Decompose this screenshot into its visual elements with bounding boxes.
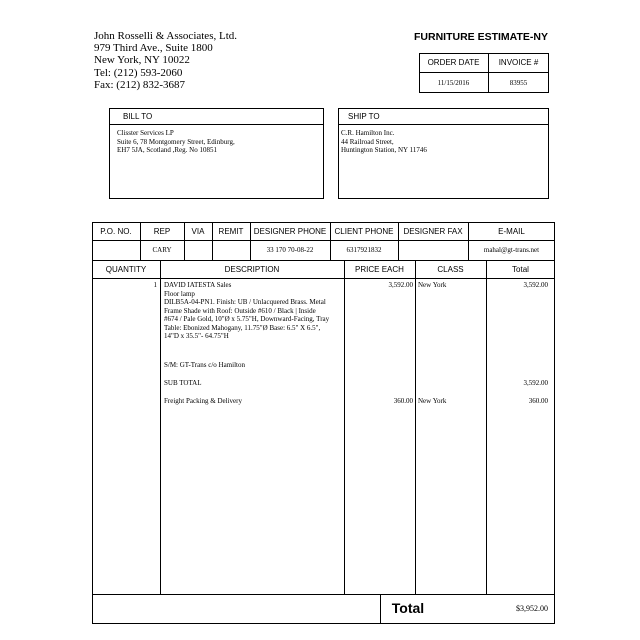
client-phone-header: CLIENT PHONE — [334, 227, 394, 236]
ship-to-address — [341, 129, 427, 155]
invoice-label: INVOICE # — [498, 58, 539, 67]
subtotal-value: 3,592.00 — [523, 379, 548, 387]
item-description-line4: Frame Shade with Roof: Outside #610 / Black | Inside — [164, 306, 316, 315]
bill-to-address — [117, 129, 235, 155]
freight-class: New York — [418, 397, 447, 405]
ship-to-label: SHIP TO — [348, 112, 380, 121]
ship-to-line3: Huntington Station, NY 11746 — [341, 146, 427, 154]
class-header: CLASS — [437, 265, 464, 274]
company-address-block — [94, 30, 237, 91]
company-address-line2: New York, NY 10022 — [94, 54, 190, 67]
order-date-label: ORDER DATE — [427, 58, 480, 67]
item-class: New York — [418, 281, 447, 289]
bill-to-label: BILL TO — [123, 112, 153, 121]
item-description-line5: #674 / Pale Gold, 10"Ø x 5.75"H, Downward-Facing, Tray — [164, 315, 330, 323]
grand-total-value: $3,952.00 — [516, 604, 548, 613]
item-description-line2: Floor lamp — [164, 289, 195, 298]
email-header: E-MAIL — [498, 227, 525, 236]
grand-total-label: Total — [391, 600, 425, 616]
bill-to-line2: Suite 6, 78 Montgomery Street, Edinburg, — [117, 137, 235, 146]
item-description — [164, 281, 344, 341]
item-description-line7: 14"D x 35.5"- 64.75"H — [164, 332, 229, 340]
ship-to-line1: C.R. Hamilton Inc. — [341, 129, 395, 137]
po-number-header: P.O. NO. — [100, 227, 132, 236]
company-fax: Fax: (212) 832-3687 — [94, 78, 186, 91]
bill-to-line3: EH7 5JA, Scotland ,Reg. No 10851 — [117, 146, 217, 154]
subtotal-label: SUB TOTAL — [164, 379, 202, 387]
rep-header: REP — [153, 227, 171, 236]
client-phone-value: 6317921832 — [346, 246, 382, 254]
freight-total: 360.00 — [528, 397, 548, 405]
ship-note: S/M: GT-Trans c/o Hamilton — [164, 361, 245, 369]
item-description-line6: Table: Ebonized Mahogany, 11.75"Ø Base: 6.5" X 6.5", — [164, 323, 321, 332]
designer-phone-header: DESIGNER PHONE — [253, 227, 327, 236]
order-date-value: 11/15/2016 — [437, 79, 470, 87]
quantity-header: QUANTITY — [105, 265, 147, 274]
designer-phone-value: 33 170 70-08-22 — [266, 246, 314, 254]
bill-to-line1: Clisster Services LP — [117, 129, 174, 137]
item-description-line1: DAVID IATESTA Sales — [164, 281, 232, 289]
via-header: VIA — [191, 227, 205, 236]
total-header: Total — [512, 265, 529, 274]
company-tel: Tel: (212) 593-2060 — [94, 66, 183, 79]
ship-to-line2: 44 Railroad Street, — [341, 137, 394, 146]
designer-fax-header: DESIGNER FAX — [403, 227, 463, 236]
document-title: FURNITURE ESTIMATE-NY — [414, 31, 548, 43]
freight-label: Freight Packing & Delivery — [164, 397, 242, 405]
description-header: DESCRIPTION — [224, 265, 280, 274]
item-quantity: 1 — [153, 281, 157, 289]
item-total: 3,592.00 — [523, 281, 548, 289]
email-value: mahal@gt-trans.net — [483, 246, 540, 254]
company-name: John Rosselli & Associates, Ltd. — [94, 30, 237, 42]
remit-header: REMIT — [218, 227, 244, 236]
invoice-value: 83955 — [509, 79, 528, 87]
item-description-line3: DILB5A-04-PN1. Finish: UB / Unlacquered Brass. Metal — [164, 298, 326, 306]
price-each-header: PRICE EACH — [355, 265, 404, 274]
rep-value: CARY — [152, 246, 172, 254]
freight-price: 360.00 — [393, 397, 413, 405]
company-address-line1: 979 Third Ave., Suite 1800 — [94, 42, 213, 55]
item-price-each: 3,592.00 — [388, 281, 413, 289]
